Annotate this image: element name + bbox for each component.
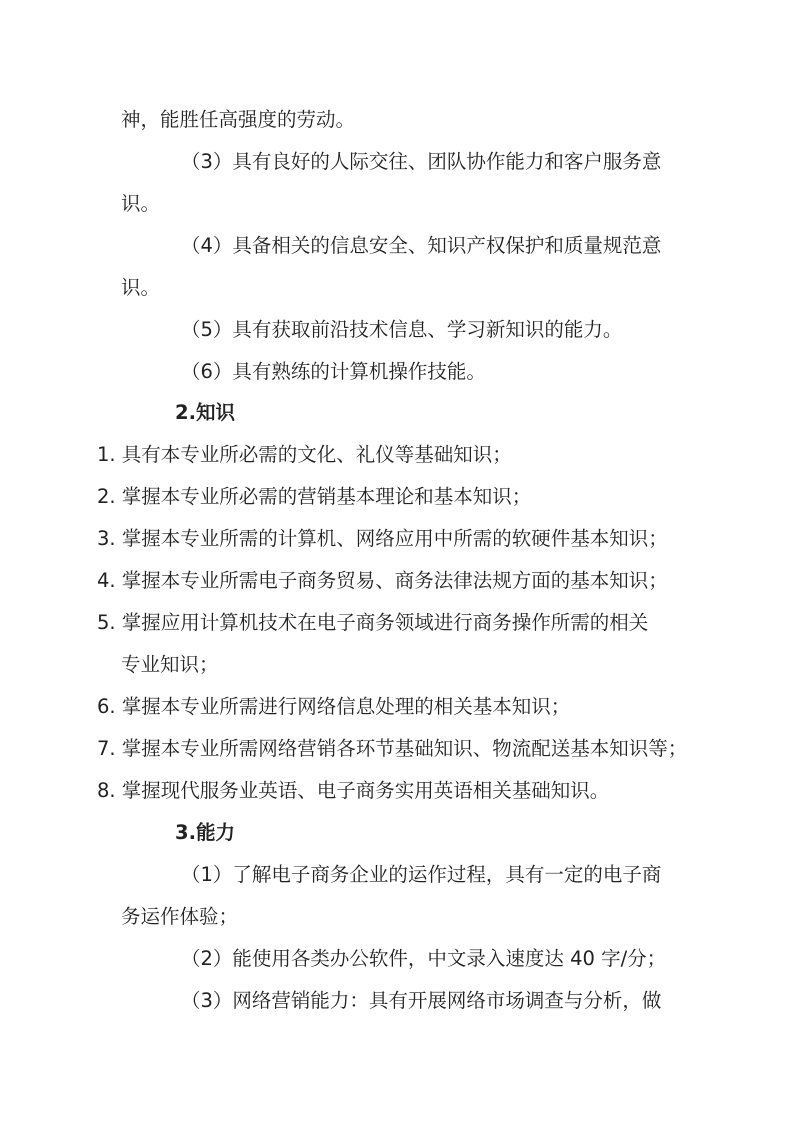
paragraph-line: （2）能使用各类办公软件，中文录入速度达 40 字/分； <box>181 947 667 970</box>
paragraph-line: 务运作体验； <box>121 905 239 928</box>
paragraph-line: （5）具有获取前沿技术信息、学习新知识的能力。 <box>181 318 623 341</box>
section-heading-knowledge: 2.知识 <box>175 401 235 424</box>
paragraph-line: （3）具有良好的人际交往、团队协作能力和客户服务意 <box>181 150 662 173</box>
list-item: 8. 掌握现代服务业英语、电子商务实用英语相关基础知识。 <box>97 779 610 802</box>
section-heading-ability: 3.能力 <box>175 821 235 844</box>
paragraph-line: 识。 <box>121 192 161 215</box>
list-item: 6. 掌握本专业所需进行网络信息处理的相关基本知识； <box>97 695 571 718</box>
paragraph-line: （1）了解电子商务企业的运作过程，具有一定的电子商 <box>181 863 662 886</box>
paragraph-line: （3）网络营销能力：具有开展网络市场调查与分析，做 <box>181 989 662 1012</box>
list-item: 3. 掌握本专业所需的计算机、网络应用中所需的软硬件基本知识； <box>97 527 668 550</box>
list-item: 2. 掌握本专业所必需的营销基本理论和基本知识； <box>97 485 532 508</box>
paragraph-line: 识。 <box>121 276 161 299</box>
list-item: 4. 掌握本专业所需电子商务贸易、商务法律法规方面的基本知识； <box>97 569 668 592</box>
paragraph-line: 神，能胜任高强度的劳动。 <box>121 108 356 131</box>
paragraph-line: （6）具有熟练的计算机操作技能。 <box>181 360 486 383</box>
list-item-continuation: 专业知识； <box>121 653 219 676</box>
list-item: 5. 掌握应用计算机技术在电子商务领域进行商务操作所需的相关 <box>97 611 649 634</box>
paragraph-line: （4）具备相关的信息安全、知识产权保护和质量规范意 <box>181 234 662 257</box>
list-item: 1. 具有本专业所必需的文化、礼仪等基础知识； <box>97 443 512 466</box>
list-item: 7. 掌握本专业所需网络营销各环节基础知识、物流配送基本知识等； <box>97 737 688 760</box>
